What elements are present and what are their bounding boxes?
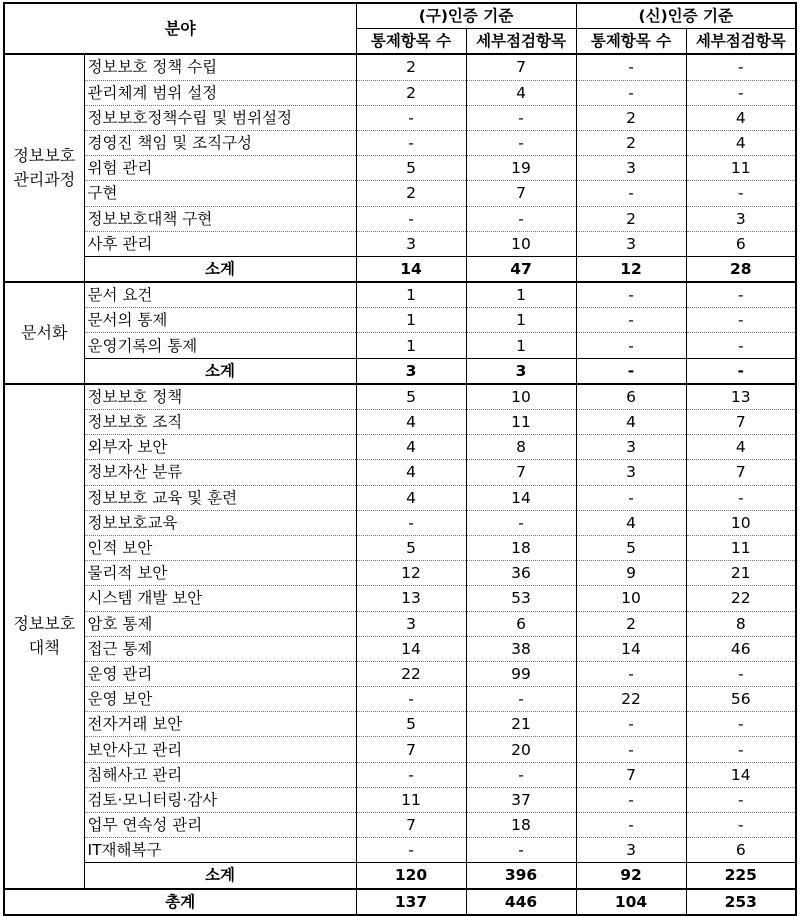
value-old-d: 14 xyxy=(466,485,576,510)
table-row xyxy=(4,510,796,535)
value-old-d: 20 xyxy=(466,737,576,762)
value-new-c: 22 xyxy=(576,687,686,712)
subtotal-new-c: 92 xyxy=(576,863,686,889)
value-old-d: 8 xyxy=(466,435,576,460)
subtotal-row xyxy=(4,256,796,282)
item-name: 정보보호 정책 xyxy=(84,384,356,410)
value-old-c: 5 xyxy=(356,384,466,410)
value-old-c: 12 xyxy=(356,561,466,586)
value-new-d: 46 xyxy=(686,636,796,661)
value-old-c: - xyxy=(356,206,466,231)
value-new-c: 7 xyxy=(576,762,686,787)
item-name: 정보보호 교육 및 훈련 xyxy=(84,485,356,510)
value-old-c: 3 xyxy=(356,231,466,256)
value-old-c: 3 xyxy=(356,611,466,636)
value-new-c: 2 xyxy=(576,206,686,231)
item-name: 운영 관리 xyxy=(84,661,356,686)
value-old-c: 5 xyxy=(356,535,466,560)
table-row xyxy=(4,80,796,105)
value-old-c: - xyxy=(356,838,466,863)
item-name: 운영기록의 통제 xyxy=(84,333,356,358)
value-old-d: - xyxy=(466,838,576,863)
table-row xyxy=(4,231,796,256)
total-old-d: 446 xyxy=(466,889,576,915)
value-old-c: 1 xyxy=(356,333,466,358)
table-row xyxy=(4,206,796,231)
value-new-d: - xyxy=(686,485,796,510)
value-new-c: - xyxy=(576,181,686,206)
item-name: 문서 요건 xyxy=(84,282,356,308)
value-old-c: 7 xyxy=(356,737,466,762)
value-new-d: - xyxy=(686,813,796,838)
value-new-d: 3 xyxy=(686,206,796,231)
category-cell: 문서화 xyxy=(4,282,84,384)
value-old-d: 19 xyxy=(466,156,576,181)
value-old-d: - xyxy=(466,510,576,535)
header-field: 분야 xyxy=(4,3,356,54)
table-row xyxy=(4,661,796,686)
value-old-c: 4 xyxy=(356,485,466,510)
value-new-c: - xyxy=(576,712,686,737)
value-old-c: 4 xyxy=(356,435,466,460)
subtotal-label: 소계 xyxy=(84,863,356,889)
value-new-d: 7 xyxy=(686,410,796,435)
table-row xyxy=(4,333,796,358)
value-new-d: - xyxy=(686,54,796,80)
value-new-c: - xyxy=(576,813,686,838)
value-new-c: 4 xyxy=(576,510,686,535)
value-new-d: - xyxy=(686,712,796,737)
value-old-d: 10 xyxy=(466,231,576,256)
value-old-c: 5 xyxy=(356,156,466,181)
subtotal-old-c: 3 xyxy=(356,358,466,384)
table-row xyxy=(4,308,796,333)
table-row xyxy=(4,460,796,485)
value-new-c: - xyxy=(576,54,686,80)
subtotal-new-c: 12 xyxy=(576,256,686,282)
value-old-d: - xyxy=(466,206,576,231)
value-new-c: - xyxy=(576,333,686,358)
table-row xyxy=(4,838,796,863)
value-old-d: 37 xyxy=(466,787,576,812)
value-old-c: 1 xyxy=(356,282,466,308)
value-old-c: - xyxy=(356,130,466,155)
value-old-c: 2 xyxy=(356,80,466,105)
value-old-d: 4 xyxy=(466,80,576,105)
value-old-c: 5 xyxy=(356,712,466,737)
table-row xyxy=(4,586,796,611)
table-row xyxy=(4,384,796,410)
value-old-c: 2 xyxy=(356,54,466,80)
value-old-c: - xyxy=(356,687,466,712)
table-row xyxy=(4,156,796,181)
header-new-controls: 통제항목 수 xyxy=(576,29,686,55)
table-row xyxy=(4,687,796,712)
table-body xyxy=(4,54,796,914)
value-old-c: - xyxy=(356,762,466,787)
value-new-c: 3 xyxy=(576,231,686,256)
value-new-d: 11 xyxy=(686,535,796,560)
subtotal-label: 소계 xyxy=(84,256,356,282)
category-cell: 정보보호 관리과정 xyxy=(4,54,84,282)
value-new-d: 4 xyxy=(686,105,796,130)
item-name: 구현 xyxy=(84,181,356,206)
value-old-c: 11 xyxy=(356,787,466,812)
item-name: 정보보호 조직 xyxy=(84,410,356,435)
total-label: 총계 xyxy=(4,889,356,915)
item-name: 문서의 통제 xyxy=(84,308,356,333)
value-old-c: 14 xyxy=(356,636,466,661)
subtotal-old-d: 47 xyxy=(466,256,576,282)
total-row xyxy=(4,889,796,915)
total-new-c: 104 xyxy=(576,889,686,915)
value-new-c: - xyxy=(576,485,686,510)
value-old-d: 99 xyxy=(466,661,576,686)
table-row xyxy=(4,105,796,130)
item-name: 침해사고 관리 xyxy=(84,762,356,787)
value-new-d: - xyxy=(686,282,796,308)
table-row xyxy=(4,435,796,460)
value-old-d: 18 xyxy=(466,535,576,560)
value-new-c: - xyxy=(576,308,686,333)
item-name: 정보보호대책 구현 xyxy=(84,206,356,231)
table-row xyxy=(4,737,796,762)
table-row xyxy=(4,611,796,636)
table-row xyxy=(4,762,796,787)
certification-criteria-table xyxy=(3,2,797,916)
value-new-d: 7 xyxy=(686,460,796,485)
value-old-d: 11 xyxy=(466,410,576,435)
item-name: 정보보호 정책 수립 xyxy=(84,54,356,80)
value-old-d: 38 xyxy=(466,636,576,661)
value-old-c: 4 xyxy=(356,410,466,435)
value-new-c: 6 xyxy=(576,384,686,410)
header-new-checks: 세부점검항목 xyxy=(686,29,796,55)
value-old-d: 1 xyxy=(466,308,576,333)
header-old-standard: (구)인증 기준 xyxy=(356,3,576,29)
value-new-d: 6 xyxy=(686,838,796,863)
value-old-d: 21 xyxy=(466,712,576,737)
table-row xyxy=(4,485,796,510)
value-new-d: 6 xyxy=(686,231,796,256)
item-name: 정보자산 분류 xyxy=(84,460,356,485)
value-new-c: 9 xyxy=(576,561,686,586)
table-row xyxy=(4,561,796,586)
value-new-c: 3 xyxy=(576,838,686,863)
table-row xyxy=(4,636,796,661)
table-row xyxy=(4,181,796,206)
category-cell: 정보보호 대책 xyxy=(4,384,84,889)
item-name: 물리적 보안 xyxy=(84,561,356,586)
subtotal-new-d: 28 xyxy=(686,256,796,282)
item-name: 위험 관리 xyxy=(84,156,356,181)
item-name: 사후 관리 xyxy=(84,231,356,256)
value-new-d: - xyxy=(686,737,796,762)
value-old-d: - xyxy=(466,105,576,130)
subtotal-old-c: 120 xyxy=(356,863,466,889)
item-name: IT재해복구 xyxy=(84,838,356,863)
value-new-d: 8 xyxy=(686,611,796,636)
subtotal-old-d: 396 xyxy=(466,863,576,889)
table-row xyxy=(4,787,796,812)
item-name: 암호 통제 xyxy=(84,611,356,636)
value-old-d: 7 xyxy=(466,54,576,80)
value-new-d: 11 xyxy=(686,156,796,181)
value-new-d: - xyxy=(686,333,796,358)
header-old-controls: 통제항목 수 xyxy=(356,29,466,55)
value-new-d: - xyxy=(686,80,796,105)
total-old-c: 137 xyxy=(356,889,466,915)
subtotal-label: 소계 xyxy=(84,358,356,384)
subtotal-row xyxy=(4,358,796,384)
subtotal-row xyxy=(4,863,796,889)
item-name: 정보보호정책수립 및 범위설정 xyxy=(84,105,356,130)
item-name: 경영진 책임 및 조직구성 xyxy=(84,130,356,155)
value-new-d: 10 xyxy=(686,510,796,535)
value-new-c: - xyxy=(576,282,686,308)
table-row xyxy=(4,130,796,155)
header-new-standard: (신)인증 기준 xyxy=(576,3,796,29)
value-new-c: 4 xyxy=(576,410,686,435)
value-new-c: - xyxy=(576,787,686,812)
value-old-c: 4 xyxy=(356,460,466,485)
value-new-c: 3 xyxy=(576,435,686,460)
value-new-c: - xyxy=(576,737,686,762)
table-row xyxy=(4,410,796,435)
value-new-d: 13 xyxy=(686,384,796,410)
item-name: 관리체계 범위 설정 xyxy=(84,80,356,105)
value-old-d: - xyxy=(466,687,576,712)
item-name: 접근 통제 xyxy=(84,636,356,661)
value-old-d: - xyxy=(466,762,576,787)
value-old-d: 10 xyxy=(466,384,576,410)
value-new-d: 4 xyxy=(686,130,796,155)
value-new-c: 2 xyxy=(576,611,686,636)
item-name: 외부자 보안 xyxy=(84,435,356,460)
value-new-d: - xyxy=(686,787,796,812)
value-new-c: 14 xyxy=(576,636,686,661)
subtotal-new-d: - xyxy=(686,358,796,384)
value-old-d: 7 xyxy=(466,460,576,485)
value-new-c: - xyxy=(576,80,686,105)
item-name: 인적 보안 xyxy=(84,535,356,560)
value-old-c: - xyxy=(356,510,466,535)
table-row xyxy=(4,535,796,560)
value-new-c: 2 xyxy=(576,130,686,155)
table-row xyxy=(4,712,796,737)
value-old-c: 13 xyxy=(356,586,466,611)
total-new-d: 253 xyxy=(686,889,796,915)
value-new-c: 2 xyxy=(576,105,686,130)
value-new-c: 3 xyxy=(576,156,686,181)
item-name: 업무 연속성 관리 xyxy=(84,813,356,838)
value-new-d: 4 xyxy=(686,435,796,460)
table-row xyxy=(4,282,796,308)
value-old-d: 7 xyxy=(466,181,576,206)
value-old-c: 22 xyxy=(356,661,466,686)
item-name: 운영 보안 xyxy=(84,687,356,712)
subtotal-old-c: 14 xyxy=(356,256,466,282)
item-name: 검토·모니터링·감사 xyxy=(84,787,356,812)
value-new-d: - xyxy=(686,181,796,206)
value-old-d: 36 xyxy=(466,561,576,586)
value-old-c: - xyxy=(356,105,466,130)
value-new-d: 22 xyxy=(686,586,796,611)
subtotal-new-c: - xyxy=(576,358,686,384)
value-new-d: 14 xyxy=(686,762,796,787)
value-old-d: 1 xyxy=(466,333,576,358)
value-new-c: - xyxy=(576,661,686,686)
value-new-d: - xyxy=(686,308,796,333)
value-old-d: 18 xyxy=(466,813,576,838)
value-old-c: 7 xyxy=(356,813,466,838)
subtotal-new-d: 225 xyxy=(686,863,796,889)
item-name: 정보보호교육 xyxy=(84,510,356,535)
value-old-d: - xyxy=(466,130,576,155)
value-old-c: 1 xyxy=(356,308,466,333)
header-old-checks: 세부점검항목 xyxy=(466,29,576,55)
value-old-d: 6 xyxy=(466,611,576,636)
value-new-c: 10 xyxy=(576,586,686,611)
value-new-c: 5 xyxy=(576,535,686,560)
value-old-d: 53 xyxy=(466,586,576,611)
item-name: 보안사고 관리 xyxy=(84,737,356,762)
item-name: 시스템 개발 보안 xyxy=(84,586,356,611)
table-row xyxy=(4,54,796,80)
value-new-d: 56 xyxy=(686,687,796,712)
value-new-d: - xyxy=(686,661,796,686)
item-name: 전자거래 보안 xyxy=(84,712,356,737)
value-old-d: 1 xyxy=(466,282,576,308)
subtotal-old-d: 3 xyxy=(466,358,576,384)
value-new-c: 3 xyxy=(576,460,686,485)
value-old-c: 2 xyxy=(356,181,466,206)
value-new-d: 21 xyxy=(686,561,796,586)
table-row xyxy=(4,813,796,838)
